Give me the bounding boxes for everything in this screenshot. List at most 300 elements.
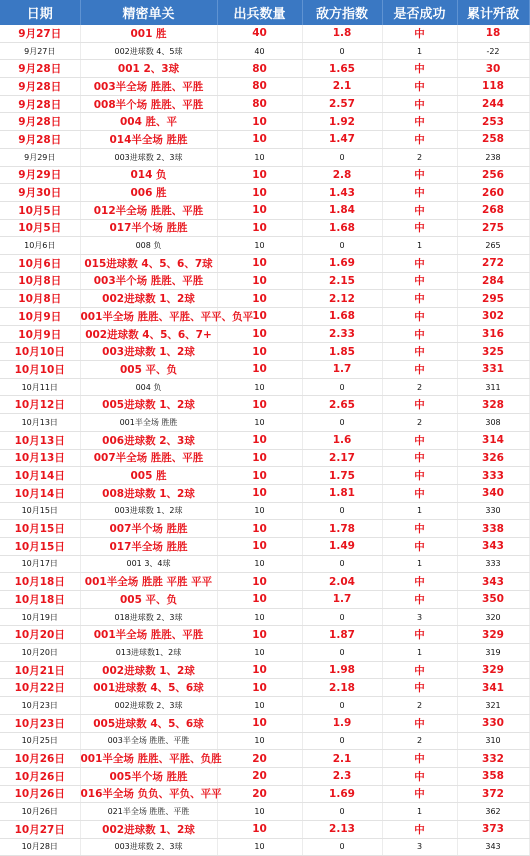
cell-date: 10月20日 [0, 644, 80, 662]
cell-cumulative: 18 [457, 25, 529, 42]
cell-cumulative: 330 [457, 502, 529, 520]
cell-odds: 2.04 [302, 573, 382, 591]
cell-stake: 10 [217, 343, 302, 361]
cell-cumulative: 256 [457, 166, 529, 184]
cell-stake: 10 [217, 697, 302, 715]
header-stake: 出兵数量 [217, 0, 302, 25]
cell-success: 中 [382, 767, 457, 785]
cell-success: 中 [382, 290, 457, 308]
cell-success: 2 [382, 697, 457, 715]
cell-cumulative: 328 [457, 396, 529, 414]
cell-success: 中 [382, 219, 457, 237]
cell-cumulative: 340 [457, 484, 529, 502]
cell-cumulative: 265 [457, 237, 529, 255]
cell-odds: 1.65 [302, 60, 382, 78]
cell-cumulative: 343 [457, 838, 529, 856]
cell-odds: 1.85 [302, 343, 382, 361]
cell-date: 9月28日 [0, 113, 80, 131]
table-row [0, 661, 529, 679]
cell-pick: 003半全场 胜胜、平胜 [80, 78, 217, 96]
cell-stake: 10 [217, 555, 302, 573]
table-row [0, 148, 529, 166]
cell-date: 10月15日 [0, 537, 80, 555]
cell-cumulative: 258 [457, 131, 529, 149]
cell-odds: 0 [302, 644, 382, 662]
cell-date: 10月9日 [0, 325, 80, 343]
cell-stake: 10 [217, 679, 302, 697]
header-pick: 精密单关 [80, 0, 217, 25]
cell-date: 9月27日 [0, 25, 80, 42]
cell-cumulative: 275 [457, 219, 529, 237]
table-row [0, 537, 529, 555]
cell-cumulative: 362 [457, 803, 529, 821]
cell-pick: 006进球数 2、3球 [80, 431, 217, 449]
header-row [0, 0, 529, 25]
cell-stake: 10 [217, 732, 302, 750]
cell-pick: 003进球数 2、3球 [80, 838, 217, 856]
cell-success: 中 [382, 25, 457, 42]
cell-success: 中 [382, 308, 457, 326]
cell-success: 中 [382, 449, 457, 467]
cell-odds: 0 [302, 502, 382, 520]
cell-success: 中 [382, 520, 457, 538]
cell-stake: 10 [217, 396, 302, 414]
cell-odds: 1.75 [302, 467, 382, 485]
cell-success: 中 [382, 714, 457, 732]
cell-success: 中 [382, 750, 457, 768]
table-body [0, 25, 529, 856]
cell-pick: 002进球数 1、2球 [80, 661, 217, 679]
cell-stake: 10 [217, 573, 302, 591]
cell-odds: 2.17 [302, 449, 382, 467]
table-row [0, 184, 529, 202]
cell-cumulative: 341 [457, 679, 529, 697]
cell-success: 中 [382, 661, 457, 679]
cell-date: 10月10日 [0, 343, 80, 361]
cell-odds: 1.7 [302, 361, 382, 379]
cell-cumulative: 330 [457, 714, 529, 732]
cell-date: 10月8日 [0, 290, 80, 308]
cell-pick: 003进球数 1、2球 [80, 502, 217, 520]
table-row [0, 25, 529, 42]
cell-odds: 1.78 [302, 520, 382, 538]
cell-success: 3 [382, 838, 457, 856]
cell-success: 中 [382, 166, 457, 184]
cell-odds: 0 [302, 555, 382, 573]
header-success: 是否成功 [382, 0, 457, 25]
cell-cumulative: 325 [457, 343, 529, 361]
cell-date: 9月27日 [0, 42, 80, 60]
cell-stake: 40 [217, 42, 302, 60]
table-row [0, 785, 529, 803]
cell-date: 10月21日 [0, 661, 80, 679]
cell-pick: 001半全场 胜胜、平胜、负胜 [80, 750, 217, 768]
cell-success: 中 [382, 78, 457, 96]
cell-odds: 1.92 [302, 113, 382, 131]
cell-success: 1 [382, 237, 457, 255]
cell-cumulative: 284 [457, 272, 529, 290]
cell-stake: 10 [217, 325, 302, 343]
table-row [0, 290, 529, 308]
table-row [0, 60, 529, 78]
cell-stake: 10 [217, 113, 302, 131]
cell-cumulative: 320 [457, 608, 529, 626]
cell-pick: 016半全场 负负、平负、平平 [80, 785, 217, 803]
cell-success: 中 [382, 343, 457, 361]
cell-odds: 0 [302, 697, 382, 715]
cell-stake: 10 [217, 414, 302, 432]
cell-pick: 004 胜、平 [80, 113, 217, 131]
table-row [0, 838, 529, 856]
table-row [0, 714, 529, 732]
cell-date: 10月14日 [0, 484, 80, 502]
cell-success: 中 [382, 254, 457, 272]
cell-cumulative: 238 [457, 148, 529, 166]
cell-success: 中 [382, 431, 457, 449]
table-row [0, 626, 529, 644]
cell-pick: 002进球数 2、3球 [80, 697, 217, 715]
cell-cumulative: 329 [457, 626, 529, 644]
cell-cumulative: 316 [457, 325, 529, 343]
cell-pick: 005 平、负 [80, 361, 217, 379]
cell-pick: 005 平、负 [80, 591, 217, 609]
cell-success: 1 [382, 644, 457, 662]
cell-success: 中 [382, 484, 457, 502]
table-row [0, 113, 529, 131]
cell-pick: 001半全场 胜胜 平胜 平平 [80, 573, 217, 591]
cell-date: 10月26日 [0, 767, 80, 785]
cell-pick: 001 2、3球 [80, 60, 217, 78]
cell-pick: 005进球数 4、5、6球 [80, 714, 217, 732]
table-row [0, 449, 529, 467]
cell-stake: 10 [217, 361, 302, 379]
cell-pick: 002进球数 4、5、6、7+ [80, 325, 217, 343]
cell-stake: 10 [217, 431, 302, 449]
cell-date: 9月28日 [0, 60, 80, 78]
cell-odds: 2.8 [302, 166, 382, 184]
cell-date: 10月26日 [0, 750, 80, 768]
cell-success: 中 [382, 537, 457, 555]
table-row [0, 361, 529, 379]
header-date: 日期 [0, 0, 80, 25]
cell-cumulative: 302 [457, 308, 529, 326]
cell-pick: 018进球数 2、3球 [80, 608, 217, 626]
cell-date: 10月6日 [0, 254, 80, 272]
header-cumulative: 累计歼敌 [457, 0, 529, 25]
cell-odds: 2.15 [302, 272, 382, 290]
table-header [0, 0, 529, 25]
cell-odds: 0 [302, 608, 382, 626]
cell-date: 10月13日 [0, 414, 80, 432]
cell-date: 10月8日 [0, 272, 80, 290]
cell-cumulative: 311 [457, 378, 529, 396]
cell-stake: 10 [217, 803, 302, 821]
cell-stake: 10 [217, 644, 302, 662]
cell-success: 中 [382, 396, 457, 414]
cell-pick: 001半全场 胜胜、平胜 [80, 626, 217, 644]
cell-pick: 002进球数 1、2球 [80, 290, 217, 308]
cell-success: 2 [382, 414, 457, 432]
cell-date: 10月20日 [0, 626, 80, 644]
cell-stake: 20 [217, 750, 302, 768]
cell-odds: 2.3 [302, 767, 382, 785]
cell-date: 10月14日 [0, 467, 80, 485]
cell-stake: 10 [217, 520, 302, 538]
cell-odds: 2.18 [302, 679, 382, 697]
cell-success: 中 [382, 272, 457, 290]
cell-cumulative: 338 [457, 520, 529, 538]
cell-date: 10月26日 [0, 785, 80, 803]
cell-cumulative: 372 [457, 785, 529, 803]
table-row [0, 237, 529, 255]
cell-stake: 10 [217, 201, 302, 219]
cell-success: 中 [382, 679, 457, 697]
cell-cumulative: 333 [457, 467, 529, 485]
cell-pick: 002进球数 1、2球 [80, 820, 217, 838]
cell-cumulative: 118 [457, 78, 529, 96]
cell-pick: 001半全场 胜胜 [80, 414, 217, 432]
cell-date: 10月23日 [0, 714, 80, 732]
table-row [0, 166, 529, 184]
cell-stake: 10 [217, 838, 302, 856]
table-row [0, 750, 529, 768]
cell-date: 10月22日 [0, 679, 80, 697]
cell-stake: 10 [217, 131, 302, 149]
cell-pick: 014 负 [80, 166, 217, 184]
table-row [0, 272, 529, 290]
table-row [0, 767, 529, 785]
cell-stake: 10 [217, 166, 302, 184]
cell-odds: 0 [302, 838, 382, 856]
cell-odds: 1.7 [302, 591, 382, 609]
cell-date: 9月29日 [0, 148, 80, 166]
table-row [0, 254, 529, 272]
cell-success: 中 [382, 325, 457, 343]
table-row [0, 608, 529, 626]
cell-stake: 10 [217, 467, 302, 485]
cell-cumulative: 244 [457, 95, 529, 113]
cell-date: 10月26日 [0, 803, 80, 821]
cell-pick: 015进球数 4、5、6、7球 [80, 254, 217, 272]
cell-pick: 005半个场 胜胜 [80, 767, 217, 785]
cell-stake: 10 [217, 608, 302, 626]
cell-odds: 1.84 [302, 201, 382, 219]
cell-pick: 003半个场 胜胜、平胜 [80, 272, 217, 290]
cell-date: 9月28日 [0, 95, 80, 113]
table-row [0, 201, 529, 219]
table-row [0, 555, 529, 573]
header-odds: 敌方指数 [302, 0, 382, 25]
cell-success: 中 [382, 820, 457, 838]
cell-stake: 80 [217, 95, 302, 113]
cell-date: 10月15日 [0, 520, 80, 538]
cell-pick: 001 3、4球 [80, 555, 217, 573]
cell-cumulative: 268 [457, 201, 529, 219]
cell-success: 中 [382, 95, 457, 113]
cell-cumulative: 253 [457, 113, 529, 131]
cell-cumulative: 358 [457, 767, 529, 785]
cell-success: 中 [382, 184, 457, 202]
cell-odds: 2.57 [302, 95, 382, 113]
table-row [0, 219, 529, 237]
cell-date: 10月18日 [0, 591, 80, 609]
cell-stake: 10 [217, 308, 302, 326]
cell-cumulative: 295 [457, 290, 529, 308]
cell-success: 2 [382, 732, 457, 750]
cell-cumulative: 350 [457, 591, 529, 609]
cell-stake: 10 [217, 237, 302, 255]
cell-odds: 2.13 [302, 820, 382, 838]
cell-stake: 20 [217, 785, 302, 803]
cell-date: 9月28日 [0, 78, 80, 96]
cell-odds: 1.87 [302, 626, 382, 644]
cell-stake: 10 [217, 148, 302, 166]
table-row [0, 431, 529, 449]
cell-pick: 004 负 [80, 378, 217, 396]
cell-odds: 2.1 [302, 78, 382, 96]
cell-pick: 007半个场 胜胜 [80, 520, 217, 538]
table-row [0, 414, 529, 432]
cell-cumulative: -22 [457, 42, 529, 60]
cell-success: 1 [382, 555, 457, 573]
cell-odds: 2.33 [302, 325, 382, 343]
cell-odds: 1.69 [302, 254, 382, 272]
table-row [0, 343, 529, 361]
table-row [0, 325, 529, 343]
cell-odds: 2.1 [302, 750, 382, 768]
cell-pick: 007半全场 胜胜、平胜 [80, 449, 217, 467]
table-row [0, 502, 529, 520]
table-row [0, 396, 529, 414]
cell-date: 10月28日 [0, 838, 80, 856]
cell-stake: 10 [217, 184, 302, 202]
cell-date: 9月29日 [0, 166, 80, 184]
cell-date: 10月23日 [0, 697, 80, 715]
cell-stake: 10 [217, 254, 302, 272]
cell-pick: 001半全场 胜胜、平胜、平平、负平 [80, 308, 217, 326]
cell-date: 10月13日 [0, 449, 80, 467]
cell-odds: 1.8 [302, 25, 382, 42]
table-row [0, 467, 529, 485]
cell-success: 中 [382, 573, 457, 591]
table-row [0, 42, 529, 60]
cell-stake: 20 [217, 767, 302, 785]
cell-success: 2 [382, 148, 457, 166]
cell-date: 10月25日 [0, 732, 80, 750]
table-row [0, 644, 529, 662]
cell-success: 中 [382, 785, 457, 803]
cell-stake: 10 [217, 219, 302, 237]
cell-stake: 10 [217, 820, 302, 838]
cell-odds: 0 [302, 237, 382, 255]
cell-odds: 2.12 [302, 290, 382, 308]
cell-pick: 008进球数 1、2球 [80, 484, 217, 502]
table-row [0, 520, 529, 538]
cell-date: 10月12日 [0, 396, 80, 414]
cell-pick: 006 胜 [80, 184, 217, 202]
cell-stake: 10 [217, 272, 302, 290]
cell-pick: 003进球数 1、2球 [80, 343, 217, 361]
cell-cumulative: 310 [457, 732, 529, 750]
cell-cumulative: 333 [457, 555, 529, 573]
cell-stake: 10 [217, 626, 302, 644]
cell-cumulative: 319 [457, 644, 529, 662]
cell-odds: 2.65 [302, 396, 382, 414]
cell-cumulative: 321 [457, 697, 529, 715]
cell-odds: 1.68 [302, 308, 382, 326]
cell-stake: 10 [217, 591, 302, 609]
cell-odds: 0 [302, 42, 382, 60]
cell-pick: 001进球数 4、5、6球 [80, 679, 217, 697]
cell-odds: 1.69 [302, 785, 382, 803]
table-row [0, 484, 529, 502]
cell-date: 10月19日 [0, 608, 80, 626]
cell-pick: 003半全场 胜胜、平胜 [80, 732, 217, 750]
cell-odds: 0 [302, 732, 382, 750]
cell-odds: 1.49 [302, 537, 382, 555]
cell-odds: 1.68 [302, 219, 382, 237]
table-row [0, 732, 529, 750]
cell-cumulative: 30 [457, 60, 529, 78]
cell-stake: 10 [217, 714, 302, 732]
cell-pick: 002进球数 4、5球 [80, 42, 217, 60]
cell-pick: 001 胜 [80, 25, 217, 42]
cell-pick: 013进球数1、2球 [80, 644, 217, 662]
table-row [0, 591, 529, 609]
cell-pick: 003进球数 2、3球 [80, 148, 217, 166]
cell-stake: 10 [217, 484, 302, 502]
cell-date: 10月13日 [0, 431, 80, 449]
cell-date: 9月30日 [0, 184, 80, 202]
cell-stake: 10 [217, 502, 302, 520]
cell-pick: 021半全场 胜胜、平胜 [80, 803, 217, 821]
cell-success: 中 [382, 361, 457, 379]
cell-success: 中 [382, 467, 457, 485]
table-row [0, 378, 529, 396]
cell-odds: 1.9 [302, 714, 382, 732]
cell-success: 1 [382, 803, 457, 821]
cell-pick: 005进球数 1、2球 [80, 396, 217, 414]
cell-pick: 014半全场 胜胜 [80, 131, 217, 149]
cell-odds: 0 [302, 378, 382, 396]
cell-success: 中 [382, 60, 457, 78]
cell-cumulative: 272 [457, 254, 529, 272]
table-row [0, 679, 529, 697]
cell-success: 1 [382, 502, 457, 520]
cell-odds: 0 [302, 148, 382, 166]
cell-cumulative: 308 [457, 414, 529, 432]
cell-date: 10月17日 [0, 555, 80, 573]
cell-date: 10月18日 [0, 573, 80, 591]
cell-pick: 017半全场 胜胜 [80, 537, 217, 555]
cell-stake: 10 [217, 378, 302, 396]
cell-cumulative: 343 [457, 573, 529, 591]
cell-date: 10月10日 [0, 361, 80, 379]
table-row [0, 95, 529, 113]
cell-odds: 1.6 [302, 431, 382, 449]
cell-odds: 1.47 [302, 131, 382, 149]
cell-cumulative: 260 [457, 184, 529, 202]
table-row [0, 697, 529, 715]
cell-date: 10月27日 [0, 820, 80, 838]
table-row [0, 78, 529, 96]
cell-odds: 0 [302, 803, 382, 821]
cell-pick: 012半全场 胜胜、平胜 [80, 201, 217, 219]
cell-odds: 1.43 [302, 184, 382, 202]
cell-stake: 10 [217, 449, 302, 467]
cell-success: 中 [382, 201, 457, 219]
table-row [0, 820, 529, 838]
